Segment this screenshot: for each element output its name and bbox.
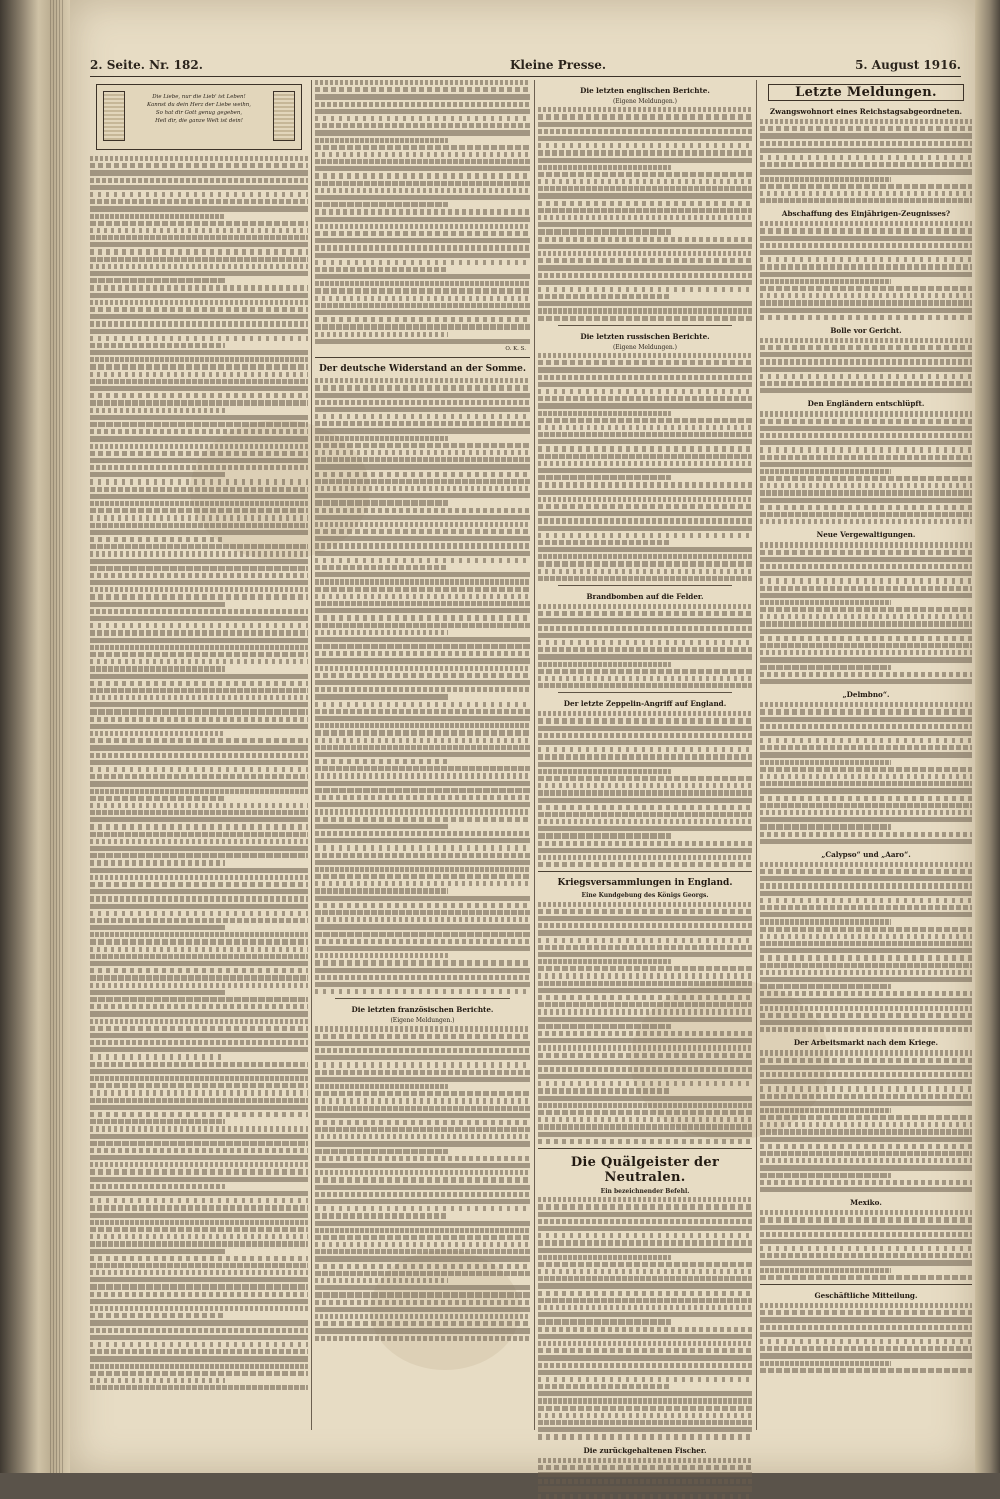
column-rule — [756, 80, 757, 1430]
headline-fishermen: Die zurückgehaltenen Fischer. — [583, 1445, 707, 1455]
headline-english-reports: Die letzten englischen Berichte. — [580, 86, 710, 95]
body-text — [760, 1050, 972, 1192]
body-text — [538, 604, 752, 688]
headline-incendiary-bombs: Brandbomben auf die Felder. — [586, 592, 704, 602]
body-text — [760, 221, 972, 320]
newspaper-name: Kleine Presse. — [510, 58, 607, 72]
subheadline: Ein bezeichnender Befehl. — [600, 1187, 690, 1195]
headline-zeppelin: Der letzte Zeppelin-Angriff auf England. — [563, 699, 727, 709]
issue-date: 5. August 1916. — [855, 58, 961, 72]
body-text — [315, 378, 530, 994]
headline-neutrals: Die Quälgeister der Neutralen. — [570, 1154, 720, 1185]
body-text — [315, 1026, 530, 1340]
headline-labor-market: Der Arbeitsmarkt nach dem Kriege. — [793, 1038, 939, 1048]
subheadline: Eine Kundgebung des Königs Georgs. — [581, 892, 709, 900]
body-text — [760, 338, 972, 394]
body-text — [315, 80, 530, 344]
headline-einjaehrige: Abschaffung des Einjährigen-Zeugnisses? — [781, 209, 951, 219]
dateline: (Eigene Meldungen.) — [390, 1017, 455, 1025]
headline-latest-news: Letzte Meldungen. — [768, 84, 964, 101]
headline-business-notice: Geschäftliche Mitteilung. — [814, 1291, 918, 1300]
poem-line: Kannst du dein Herz der Liebe weihn, — [146, 102, 251, 108]
column-1 — [90, 80, 308, 1430]
body-text — [760, 542, 972, 684]
column-rule — [534, 80, 535, 1430]
headline-escaped: Den Engländern entschlüpft. — [807, 399, 925, 409]
subheadline: Zwangswohnort eines Reichstagsabgeordneten. — [769, 107, 963, 116]
body-text — [538, 902, 752, 1144]
headline-bolle: Bolle vor Gericht. — [830, 325, 902, 335]
body-text — [760, 411, 972, 524]
binding-spine — [0, 0, 70, 1473]
poem-line: Heil dir, die ganze Welt ist dein! — [155, 118, 243, 124]
body-text — [760, 1303, 972, 1373]
page-number: 2. Seite. Nr. 182. — [90, 58, 203, 72]
body-text — [538, 1458, 752, 1499]
poem-line: So hat dir Gott genug gegeben, — [155, 110, 243, 116]
column-3 — [538, 80, 752, 1455]
body-text — [90, 156, 308, 1390]
headline-russian-reports: Die letzten russischen Berichte. — [580, 331, 710, 341]
page-header — [90, 58, 961, 77]
body-text — [760, 702, 972, 844]
headline-war-meetings: Kriegsversammlungen in England. — [557, 878, 733, 889]
column-rule — [311, 80, 312, 1430]
poem-text — [131, 93, 267, 125]
body-text — [538, 107, 752, 321]
headline-french-reports: Die letzten französischen Berichte. — [351, 1005, 494, 1015]
poem-box — [96, 84, 302, 150]
headline-delmbno: „Delmbno“. — [842, 690, 890, 700]
page-edge — [975, 0, 1000, 1473]
poem-line: Die Liebe, nur die Lieb' ist Leben! — [152, 94, 246, 100]
dateline: (Eigene Meldungen.) — [612, 343, 678, 351]
ornament-icon — [273, 91, 295, 141]
dateline: (Eigene Meldungen.) — [612, 98, 678, 105]
body-text — [760, 1210, 972, 1280]
headline-somme: Der deutsche Widerstand an der Somme. — [318, 364, 527, 375]
body-text — [538, 711, 752, 867]
body-text — [538, 353, 752, 581]
headline-mexico: Mexiko. — [850, 1198, 882, 1208]
column-4 — [760, 80, 972, 1430]
headline-violations: Neue Vergewaltigungen. — [816, 530, 916, 540]
column-2 — [315, 80, 530, 1430]
newspaper-page — [70, 0, 975, 1473]
headline-calypso: „Calypso“ und „Aaro“. — [821, 849, 911, 859]
body-text — [760, 119, 972, 203]
ornament-icon — [103, 91, 125, 141]
article-signature: O. K. S. — [505, 345, 526, 352]
body-text — [760, 862, 972, 1033]
body-text — [538, 1197, 752, 1439]
